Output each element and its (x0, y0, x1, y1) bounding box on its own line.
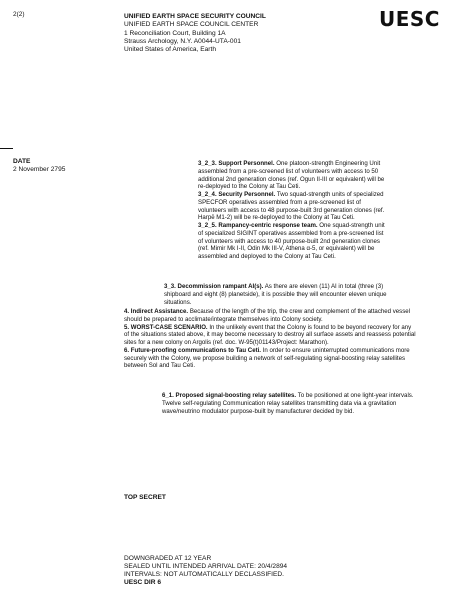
section-title: 6. Future-proofing communications to Tau Ceti. (124, 346, 261, 354)
uesc-logo: UESC (379, 7, 440, 31)
main-sections (124, 308, 416, 370)
address-line-2: Strauss Archology, N.Y. A0044-UTA-001 (124, 37, 241, 45)
org-name: UNIFIED EARTH SPACE SECURITY COUNCIL (124, 13, 266, 20)
section-title: 3_3. Decommission rampant AI(s). (164, 283, 264, 290)
org-center: UNIFIED EARTH SPACE COUNCIL CENTER (124, 21, 259, 29)
section-6 (124, 347, 416, 370)
section-text: In order to ensure uninterrupted communications more securely with the Colony, we propose building a network of self-regulating signal-boosting relay satellites between Sol and Tau Ceti. (124, 346, 410, 370)
classification-label: TOP SECRET (124, 494, 166, 501)
footer-line-1: DOWNGRADED AT 12 YEAR (124, 555, 212, 562)
footer-line-2: SEALED UNTIL INTENDED ARRIVAL DATE: 20/4/2894 (124, 562, 288, 570)
section-3-2-4 (198, 191, 386, 222)
section-text: One platoon-strength Engineering Unit assembled from a pre-screened list of volunteers with access to 50 additional 2nd generation clones (ref. Ogun II-III or equivalent) will be re-deployed to the Colony at Tau Ceti. (198, 160, 385, 191)
address-line-3: United States of America, Earth (124, 46, 216, 54)
section-4 (124, 308, 416, 324)
section-3-2-3 (198, 160, 386, 191)
section-title: 4. Indirect Assistance. (124, 308, 189, 315)
personnel-sections (198, 160, 386, 261)
section-text: As there are eleven (11) AI in total (three (3) shipboard and eight (8) planetside), it is possible they will encounter eleven unique situations. (164, 283, 387, 306)
footer-line-3: INTERVALS: NOT AUTOMATICALLY DECLASSIFIED. (124, 570, 285, 578)
date-value: 2 November 2795 (13, 166, 66, 174)
section-3-3 (164, 283, 404, 306)
date-block (13, 158, 65, 175)
address-line-1: 1 Reconciliation Court, Building 1A (124, 29, 226, 37)
section-text: To be positioned at one light-year intervals. Twelve self-regulating Communication relay satellites transmitting data via a gravitation wave/neutrino modulator purpose-built by manufacturer decided by bid. (162, 392, 414, 415)
section-6-1 (162, 392, 417, 415)
section-5 (124, 324, 416, 347)
footer-directive: UESC DIR 6 (124, 578, 162, 586)
section-text: In the unlikely event that the Colony is found to be beyond recovery for any of the situations stated above, it may become necessary to destroy all surface assets and reassess potential sites for a new colony on Argolis (ref. doc. W-95(t)01143/Project: Marathon). (124, 323, 416, 346)
declassification-footer (124, 555, 287, 587)
page-number: 2(2) (13, 11, 25, 18)
section-text: One squad-strength unit of specialized SIGINT operatives assembled from a pre-screened list of volunteers with access to 40 purpose-built 2nd generation clones (ref. Mimir Mk I-II, Odin Mk III-V, Athena α-5, or equivalent) will be assembled and deployed to the Colony at Tau Ceti. (198, 222, 385, 260)
letterhead (124, 13, 354, 54)
section-title: 3_2_3. Support Personnel. (198, 160, 275, 167)
date-label: DATE (13, 158, 31, 165)
section-title: 5. WORST-CASE SCENARIO. (124, 323, 208, 331)
section-title: 6_1. Proposed signal-boosting relay satellites. (162, 392, 297, 399)
section-text: Because of the length of the trip, the crew and complement of the attached vessel should be prepared to acclimate/integrate themselves into Colony society. (124, 308, 411, 323)
section-title: 3_2_5. Rampancy-centric response team. (198, 222, 318, 229)
section-title: 3_2_4. Security Personnel. (198, 191, 276, 198)
section-3-2-5 (198, 222, 386, 261)
margin-rule (0, 148, 13, 149)
section-text: Two squad-strength units of specialized SPECFOR operatives assembled from a pre-screened list of volunteers with access to 48 purpose-built 3rd generation clones (ref. Harpē M1-2) will be re-deployed to the Colony at Tau Ceti. (198, 191, 385, 222)
